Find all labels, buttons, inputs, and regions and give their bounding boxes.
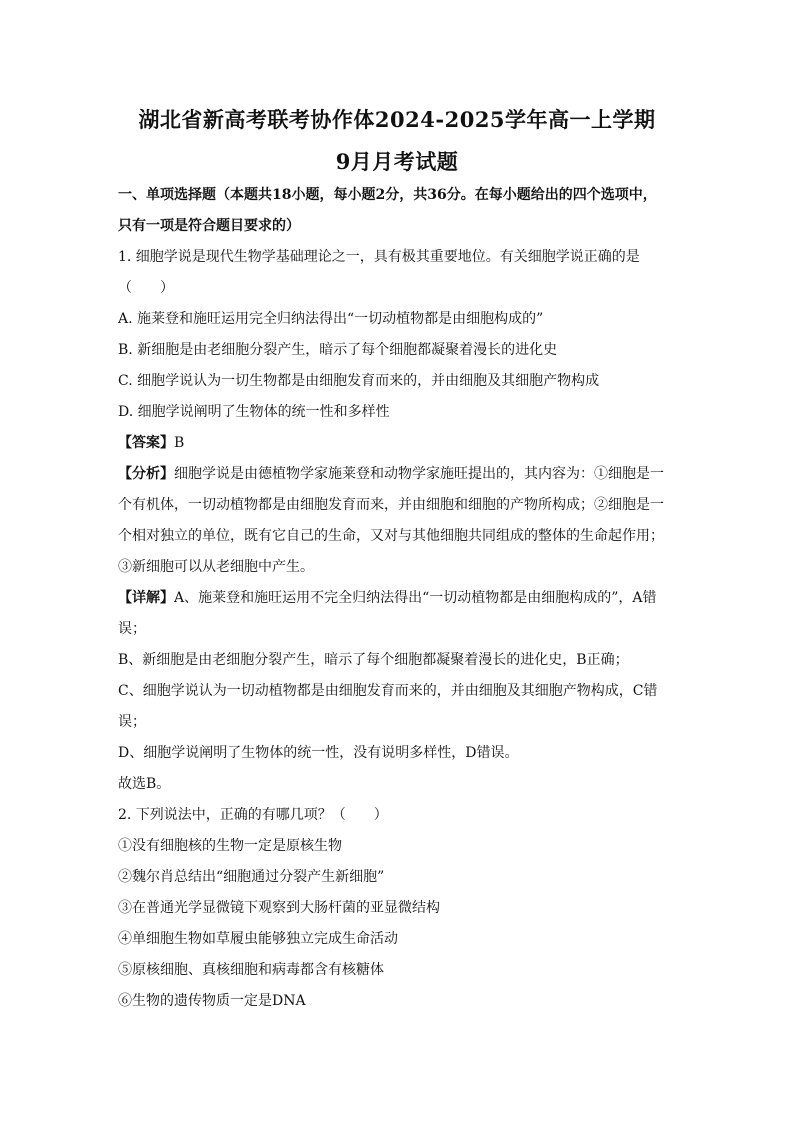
q1-stem-blank: （ ） — [118, 280, 174, 296]
section-heading-cont: 只有一项是符合题目要求的） — [118, 218, 300, 234]
analysis-tag: 【分析】 — [118, 466, 174, 482]
q2-item: ①没有细胞核的生物一定是原核生物 — [118, 838, 342, 854]
q1-detail-line: C、细胞学说认为一切动植物都是由细胞发育而来的，并由细胞及其细胞产物构成，C错 — [118, 683, 658, 699]
q1-conclusion: 故选B。 — [118, 776, 171, 792]
q1-analysis-line: 个有机体，一切动植物都是由细胞发育而来，并由细胞和细胞的产物所构成；②细胞是一 — [118, 497, 664, 513]
q2-item: ⑥生物的遗传物质一定是DNA — [118, 993, 306, 1009]
q1-option-b: B. 新细胞是由老细胞分裂产生，暗示了每个细胞都凝聚着漫长的进化史 — [118, 342, 558, 358]
document-body — [118, 184, 678, 1021]
q1-analysis-line: 个相对独立的单位，既有它自己的生命，又对与其他细胞共同组成的整体的生命起作用； — [118, 528, 664, 544]
q1-option-d: D. 细胞学说阐明了生物体的统一性和多样性 — [118, 404, 390, 420]
q1-answer — [118, 432, 678, 463]
q1-option-a: A. 施莱登和施旺运用完全归纳法得出“一切动植物都是由细胞构成的” — [118, 311, 544, 327]
q2-item: ②魏尔肖总结出“细胞通过分裂产生新细胞” — [118, 869, 385, 885]
q1-analysis-line: ③新细胞可以从老细胞中产生。 — [118, 559, 314, 575]
analysis-text: 细胞学说是由德植物学家施莱登和动物学家施旺提出的，其内容为：①细胞是一 — [174, 466, 664, 482]
q2-item: ③在普通光学显微镜下观察到大肠杆菌的亚显微结构 — [118, 900, 440, 916]
answer-tag: 【答案】 — [118, 435, 174, 451]
section-heading: 一、单项选择题（本题共18小题，每小题2分，共36分。在每小题给出的四个选项中， — [118, 187, 657, 203]
detail-text: A、施莱登和施旺运用不完全归纳法得出“一切动植物都是由细胞构成的”，A错 — [174, 590, 657, 606]
q1-stem: 1. 细胞学说是现代生物学基础理论之一，具有极其重要地位。有关细胞学说正确的是 — [118, 249, 640, 265]
q1-detail-line: 误； — [118, 714, 146, 730]
detail-tag: 【详解】 — [118, 590, 174, 606]
document-subtitle: 9月月考试题 — [335, 149, 459, 174]
q1-detail-line: B、新细胞是由老细胞分裂产生，暗示了每个细胞都凝聚着漫长的进化史，B正确； — [118, 652, 629, 668]
q1-option-c: C. 细胞学说认为一切生物都是由细胞发育而来的，并由细胞及其细胞产物构成 — [118, 373, 600, 389]
q2-stem: 2. 下列说法中，正确的有哪几项？（ ） — [118, 807, 388, 823]
q2-item: ④单细胞生物如草履虫能够独立完成生命活动 — [118, 931, 398, 947]
q1-analysis — [118, 463, 678, 494]
document-title: 湖北省新高考联考协作体2024-2025学年高一上学期 — [138, 107, 656, 132]
q1-detail-line: 误； — [118, 621, 146, 637]
q1-detail-line: D、细胞学说阐明了生物体的统一性，没有说明多样性，D错误。 — [118, 745, 519, 761]
q2-item: ⑤原核细胞、真核细胞和病毒都含有核糖体 — [118, 962, 384, 978]
q1-detail — [118, 587, 678, 618]
answer-value: B — [174, 435, 185, 451]
